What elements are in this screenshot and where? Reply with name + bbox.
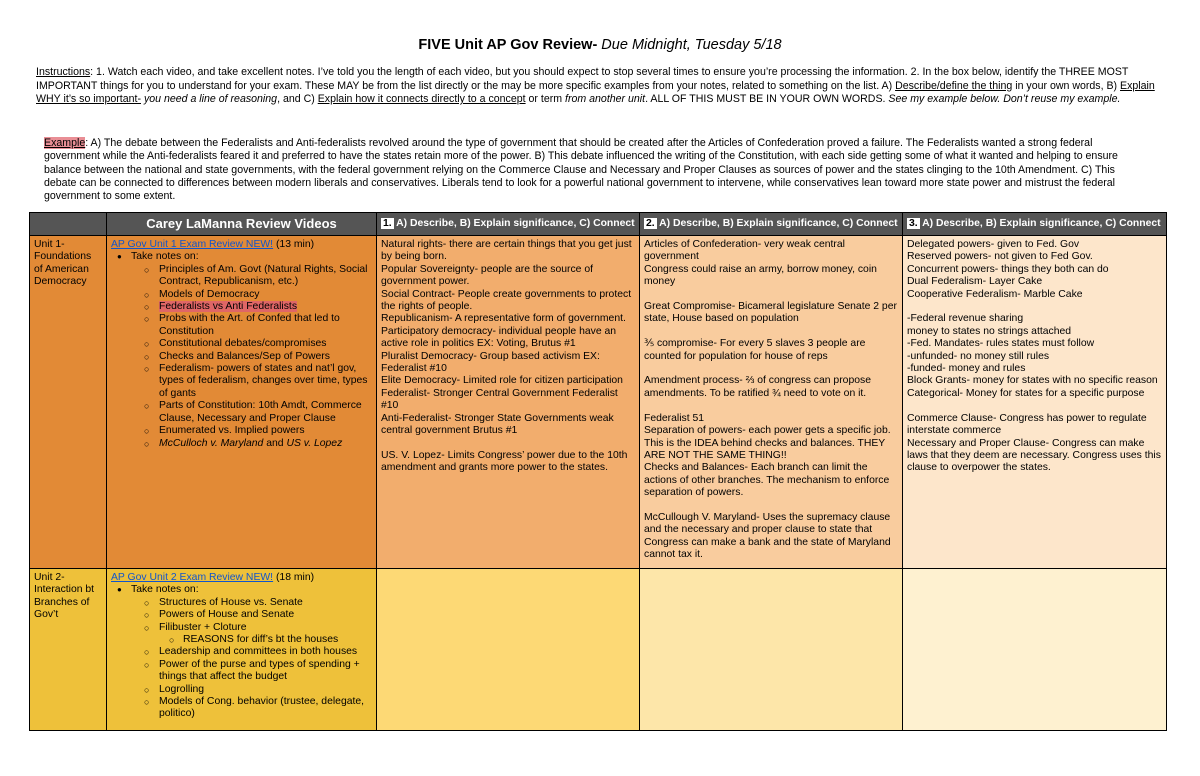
header-col-number: 3. [909, 217, 918, 229]
list-item: ○ Principles of Am. Govt (Natural Rights, Social Contract, Republicanism, etc.) [111, 264, 372, 289]
sub-list-item: ○ REASONS for diff’s bt the houses [111, 634, 372, 646]
instructions-text: : 1. Watch each video, and take excellent notes. I’ve told you the length of each video, but you should expect to stop several times to ensure you’re processing the information. 2. In the box below, identify the THREE MOST IMPORTANT things for you to understand for your exam. These MAY be from the list directly or the may be more specific examples from your notes, related to something on the list. A) [36, 66, 1129, 92]
case-name: McCulloch v. Maryland [159, 437, 264, 449]
list-item: ○ Constitutional debates/compromises [111, 338, 372, 350]
instructions-example-note: See my example below. Don’t reuse my example. [888, 93, 1121, 106]
example-paragraph [44, 137, 1144, 203]
list-item [111, 438, 372, 450]
header-col-number: 2. [646, 217, 655, 229]
unit-2-connect-2[interactable] [640, 569, 903, 731]
unit-1-topic-list [111, 251, 372, 450]
unit-2-connect-3[interactable] [903, 569, 1167, 731]
header-col-1 [377, 213, 640, 236]
table-header-row [30, 213, 1167, 236]
header-col-label: A) Describe, B) Explain significance, C) Connect [393, 217, 635, 229]
unit-2-topic-list [111, 584, 372, 720]
header-col-2 [640, 213, 903, 236]
list-item: ○ Powers of House and Senate [111, 609, 372, 621]
unit-1-video-length: (13 min) [273, 239, 315, 250]
list-item-highlighted [111, 301, 372, 313]
take-notes-item: ● Take notes on: [111, 251, 372, 263]
unit-2-label: Unit 2- Interaction bt Branches of Gov’t [30, 569, 107, 731]
unit-1-video-link[interactable]: AP Gov Unit 1 Exam Review NEW! [111, 239, 274, 250]
list-item: ○ Logrolling [111, 684, 372, 696]
case-connector: and [263, 437, 287, 449]
instructions-text: in your own words, B) [1012, 79, 1121, 92]
list-item: ○ Structures of House vs. Senate [111, 597, 372, 609]
list-item: ○ Parts of Constitution: 10th Amdt, Commerce Clause, Necessary and Proper Clause [111, 400, 372, 425]
unit-2-video-length: (18 min) [273, 572, 315, 583]
instructions-explain: Explain WHY it’s so important- [36, 79, 1155, 106]
list-item: ○ Federalism- powers of states and nat’l gov, types of federalism, changes over time, types of gants [111, 363, 372, 400]
case-name: US v. Lopez [286, 437, 343, 449]
unit-2-videos-cell [107, 569, 377, 731]
unit-1-connect-2[interactable]: Articles of Confederation- very weak central government Congress could raise an army, borrow money, coin money Great Compromise- Bicameral legislature Senate 2 per state, House based on population ⅗ compromise- For every 5 slaves 3 people are counted for population for house of reps Amendment process- ⅔ of congress can propose amendments. To be ratified ¾ need to vote on it. Federalist 51 Separation of powers- each power gets a specific job. This is the IDEA behind checks and balances. THEY ARE NOT THE SAME THING!! Checks and Balances- Each branch can limit the actions of other branches. The mechanism to enforce separation of powers. McCullough V. Maryland- Uses the supremacy clause and the necessary and proper clause to state that Congress can make a bank and the state of Maryland cannot tax it. [640, 236, 903, 569]
instructions-reasoning: you need a line of reasoning [141, 93, 278, 106]
title-due-date: Due Midnight, Tuesday 5/18 [597, 37, 782, 53]
instructions-text: , and C) [277, 93, 318, 106]
header-col-label: A) Describe, B) Explain significance, C) Connect [919, 217, 1161, 229]
title-bold: FIVE Unit AP Gov Review- [418, 37, 598, 53]
instructions [36, 66, 1166, 107]
instructions-connect: Explain how it connects directly to a concept [317, 93, 526, 106]
unit-1-connect-1[interactable]: Natural rights- there are certain things that you get just by being born. Popular Sovereignty- people are the source of government power. Social Contract- People create governments to protect the rights of people. Republicanism- A representative form of government. Participatory democracy- individual people have an active role in politics EX: Voting, Brutus #1 Pluralist Democracy- Group based activism EX: Federalist #10 Elite Democracy- Limited role for citizen participation Federalist- Stronger Central Government Federalist #10 Anti-Federalist- Stronger State Governments weak central government Brutus #1 US. V. Lopez- Limits Congress’ power due to the 10th amendment and grants more power to the states. [377, 236, 640, 569]
header-col-number: 1. [383, 217, 392, 229]
header-col-3 [903, 213, 1167, 236]
list-item: ○ Filibuster + Cloture [111, 622, 372, 634]
instructions-label: Instructions [36, 66, 91, 78]
unit-1-connect-3[interactable]: Delegated powers- given to Fed. Gov Reserved powers- not given to Fed Gov. Concurrent powers- things they both can do Dual Federalism- Layer Cake Cooperative Federalism- Marble Cake -Federal revenue sharing money to states no strings attached -Fed. Mandates- rules states must follow -unfunded- no money still rules -funded- money and rules Block Grants- money for states with no specific reason Categorical- Money for states for a specific purpose Commerce Clause- Congress has power to regulate interstate commerce Necessary and Proper Clause- Congress can make laws that they deem are necessary. Congress uses this clause to overpower the states. [903, 236, 1167, 569]
review-table [29, 212, 1167, 731]
highlighted-text: Federalists vs Anti Federalists [159, 301, 298, 313]
unit-2-video-link[interactable]: AP Gov Unit 2 Exam Review NEW! [111, 572, 274, 583]
list-item: ○ Probs with the Art. of Confed that led to Constitution [111, 313, 372, 338]
unit-1-videos-cell [107, 236, 377, 569]
table-row-unit-2 [30, 569, 1167, 731]
header-empty [30, 213, 107, 236]
take-notes-item: ● Take notes on: [111, 584, 372, 596]
instructions-another-unit: from another unit [565, 93, 646, 106]
instructions-text: . ALL OF THIS MUST BE IN YOUR OWN WORDS. [645, 93, 889, 106]
table-row-unit-1 [30, 236, 1167, 569]
instructions-text: or term [525, 93, 566, 106]
list-item: ○ Power of the purse and types of spending + things that affect the budget [111, 659, 372, 684]
header-col-label: A) Describe, B) Explain significance, C) Connect [656, 217, 898, 229]
header-videos: Carey LaManna Review Videos [107, 213, 377, 236]
list-item: ○ Enumerated vs. Implied powers [111, 425, 372, 437]
unit-2-connect-1[interactable] [377, 569, 640, 731]
page-title [0, 37, 1200, 53]
example-text: : A) The debate between the Federalists and Anti-federalists revolved around the type of government that should be created after the Articles of Confederation proved a failure. The Federalists wanted a strong federal government while the Anti-federalists feared it and preferred to have the states retain more of the power. B) This debate influenced the writing of the Constitution, with each side getting some of what it wanted and helping to ensure balance between the national and state governments, with the federal government relying on the Commerce Clause and Necessary and Proper Clauses as sources of power and the states clinging to the 10th Amendment. C) This debate can be connected to differences between modern liberals and conservatives. Liberals tend to look for a powerful national government to intervene, while conservatives lean toward more state power and mistrust the federal government to some extent. [44, 137, 1118, 203]
instructions-describe: Describe/define the thing [895, 79, 1013, 92]
list-item: ○ Leadership and committees in both houses [111, 646, 372, 658]
unit-1-label: Unit 1- Foundations of American Democracy [30, 236, 107, 569]
list-item: ○ Models of Democracy [111, 289, 372, 301]
list-item: ○ Models of Cong. behavior (trustee, delegate, politico) [111, 696, 372, 721]
list-item: ○ Checks and Balances/Sep of Powers [111, 351, 372, 363]
example-label: Example [44, 137, 86, 149]
